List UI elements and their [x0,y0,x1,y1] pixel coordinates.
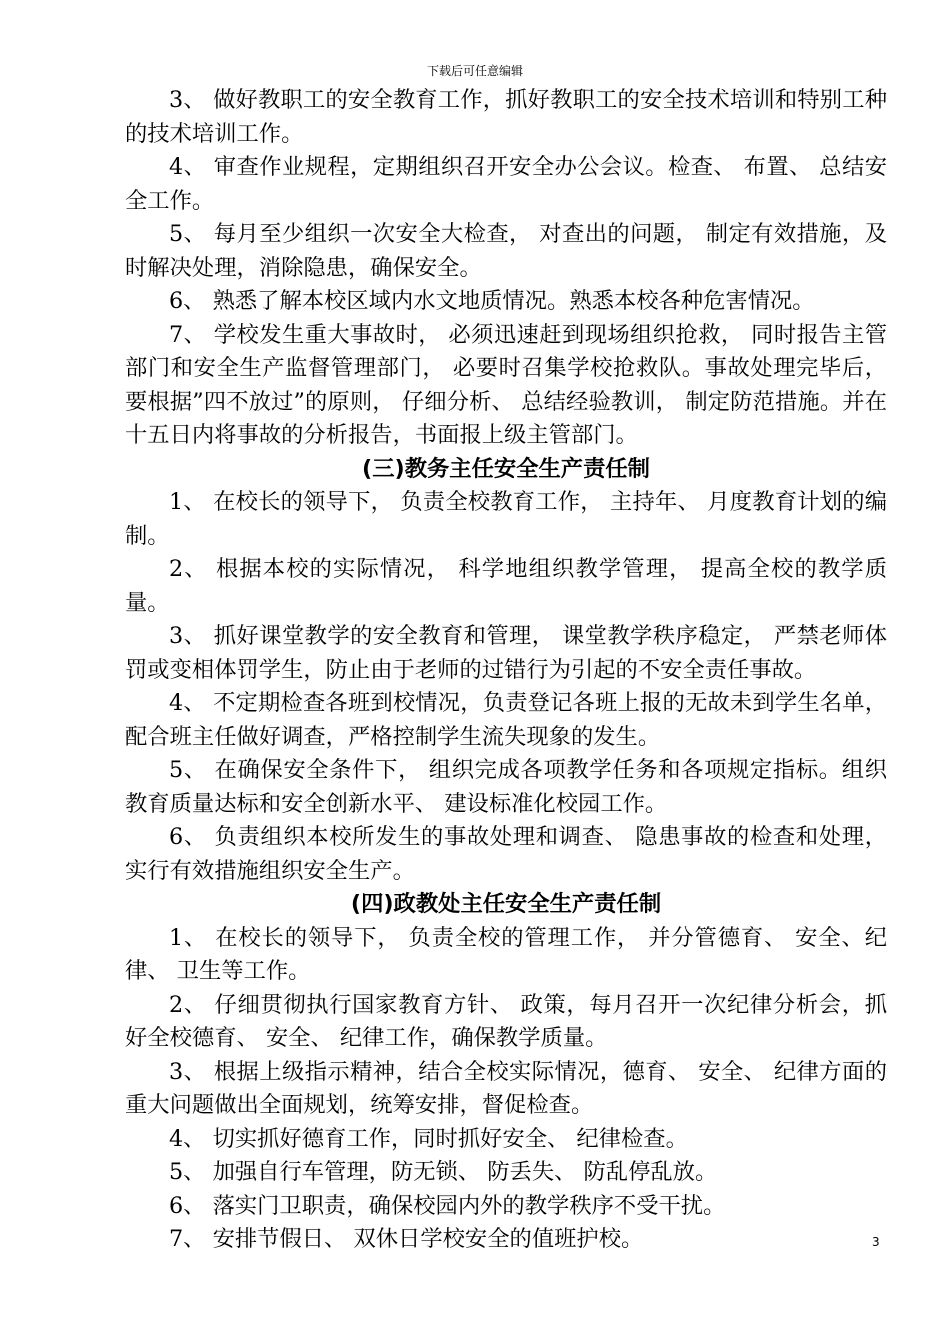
section-heading: (三)教务主任安全生产责任制 [362,455,650,482]
document-body [125,84,887,1257]
paragraph: 4、 不定期检查各班到校情况，负责登记各班上报的无故未到学生名单，配合班主任做好调查，严格控制学生流失现象的发生。 [125,690,887,750]
section-heading: (四)政教处主任安全生产责任制 [350,891,662,917]
paragraph: 3、 抓好课堂教学的安全教育和管理， 课堂教学秩序稳定， 严禁老师体罚或变相体罚学生，防止由于老师的过错行为引起的不安全责任事故。 [125,623,887,683]
paragraph: 6、 熟悉了解本校区域内水文地质情况。熟悉本校各种危害情况。 [169,288,815,314]
page-number: 3 [872,1235,880,1249]
paragraph: 5、 加强自行车管理，防无锁、 防丢失、 防乱停乱放。 [169,1159,718,1185]
paragraph: 3、 做好教职工的安全教育工作，抓好教职工的安全技术培训和特别工种的技术培训工作。 [125,87,887,147]
paragraph: 6、 负责组织本校所发生的事故处理和调查、 隐患事故的检查和处理，实行有效措施组织安全生产。 [125,824,887,884]
paragraph: 5、 在确保安全条件下， 组织完成各项教学任务和各项规定指标。组织教育质量达标和安全创新水平、 建设标准化校园工作。 [125,757,887,817]
paragraph: 1、 在校长的领导下， 负责全校教育工作， 主持年、 月度教育计划的编制。 [125,489,887,549]
paragraph: 7、 学校发生重大事故时， 必须迅速赶到现场组织抢救， 同时报告主管部门和安全生产监督管理部门， 必要时召集学校抢救队。事故处理完毕后， 要根据”四不放过”的原则， 仔细分析、 总结经验教训， 制定防范措施。并在十五日内将事故的分析报告，书面报上级主管部门。 [125,321,887,448]
paragraph: 6、 落实门卫职责，确保校园内外的教学秩序不受干扰。 [169,1192,726,1219]
paragraph: 2、 根据本校的实际情况， 科学地组织教学管理， 提高全校的教学质量。 [125,556,887,616]
paragraph: 4、 切实抓好德育工作，同时抓好安全、 纪律检查。 [169,1125,688,1152]
paragraph: 4、 审查作业规程，定期组织召开安全办公会议。检查、 布置、 总结安全工作。 [125,154,887,214]
paragraph: 2、 仔细贯彻执行国家教育方针、 政策，每月召开一次纪律分析会，抓好全校德育、 安全、 纪律工作，确保教学质量。 [125,991,887,1051]
paragraph: 7、 安排节假日、 双休日学校安全的值班护校。 [169,1226,644,1252]
paragraph: 3、 根据上级指示精神，结合全校实际情况，德育、 安全、 纪律方面的重大问题做出全面规划，统筹安排，督促检查。 [125,1058,887,1118]
paragraph: 1、 在校长的领导下， 负责全校的管理工作， 并分管德育、 安全、纪律、 卫生等工作。 [125,924,887,984]
page-header: 下载后可任意编辑 [426,64,523,78]
paragraph: 5、 每月至少组织一次安全大检查， 对查出的问题， 制定有效措施，及时解决处理，消除隐患，确保安全。 [125,221,887,281]
